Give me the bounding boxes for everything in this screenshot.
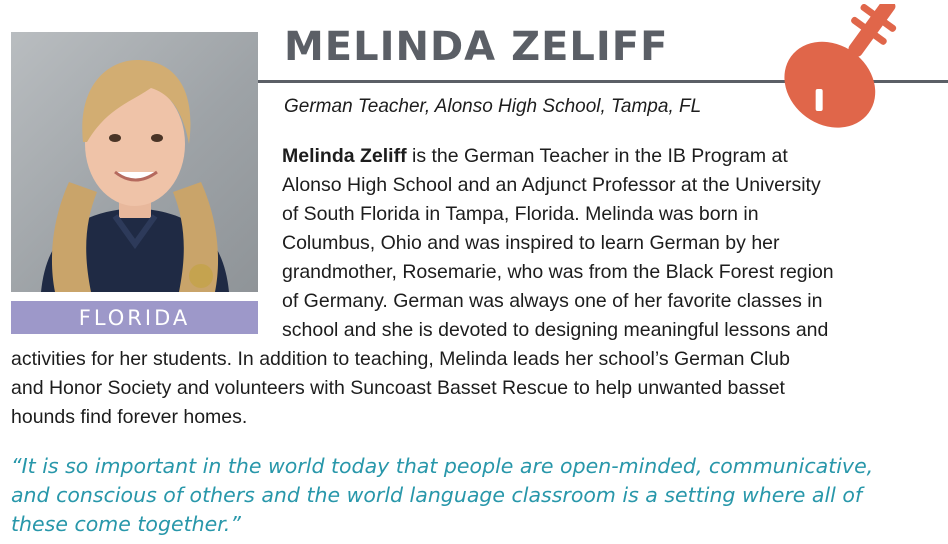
page-title: MELINDA ZELIFF: [284, 24, 669, 70]
bio-line: activities for her students. In addition to teaching, Melinda leads her school’s German Club: [11, 348, 790, 370]
state-badge: FLORIDA: [11, 301, 258, 334]
bio-line: of Germany. German was always one of her favorite classes in: [282, 290, 823, 312]
bio-line: Columbus, Ohio and was inspired to learn German by her: [282, 232, 780, 254]
teacher-subtitle: German Teacher, Alonso High School, Tampa, FL: [284, 96, 702, 117]
bio-line: grandmother, Rosemarie, who was from the Black Forest region: [282, 261, 834, 283]
pull-quote: [11, 452, 941, 539]
bio-paragraph: [11, 142, 931, 432]
bio-line: Alonso High School and an Adjunct Professor at the University: [282, 174, 821, 196]
bio-line: and Honor Society and volunteers with Suncoast Basset Rescue to help unwanted basset: [11, 377, 785, 399]
bio-line: hounds find forever homes.: [11, 406, 248, 428]
string-instrument-icon: [778, 4, 944, 134]
quote-line: and conscious of others and the world language classroom is a setting where all of: [11, 483, 863, 507]
bio-line: Melinda Zeliff is the German Teacher in the IB Program at: [282, 145, 788, 167]
quote-line: “It is so important in the world today that people are open-minded, communicative,: [11, 454, 874, 478]
bio-line: of South Florida in Tampa, Florida. Melinda was born in: [282, 203, 759, 225]
bio-line: school and she is devoted to designing meaningful lessons and: [282, 319, 829, 341]
bio-lead-name: Melinda Zeliff: [282, 145, 407, 167]
quote-line: these come together.”: [11, 512, 241, 536]
